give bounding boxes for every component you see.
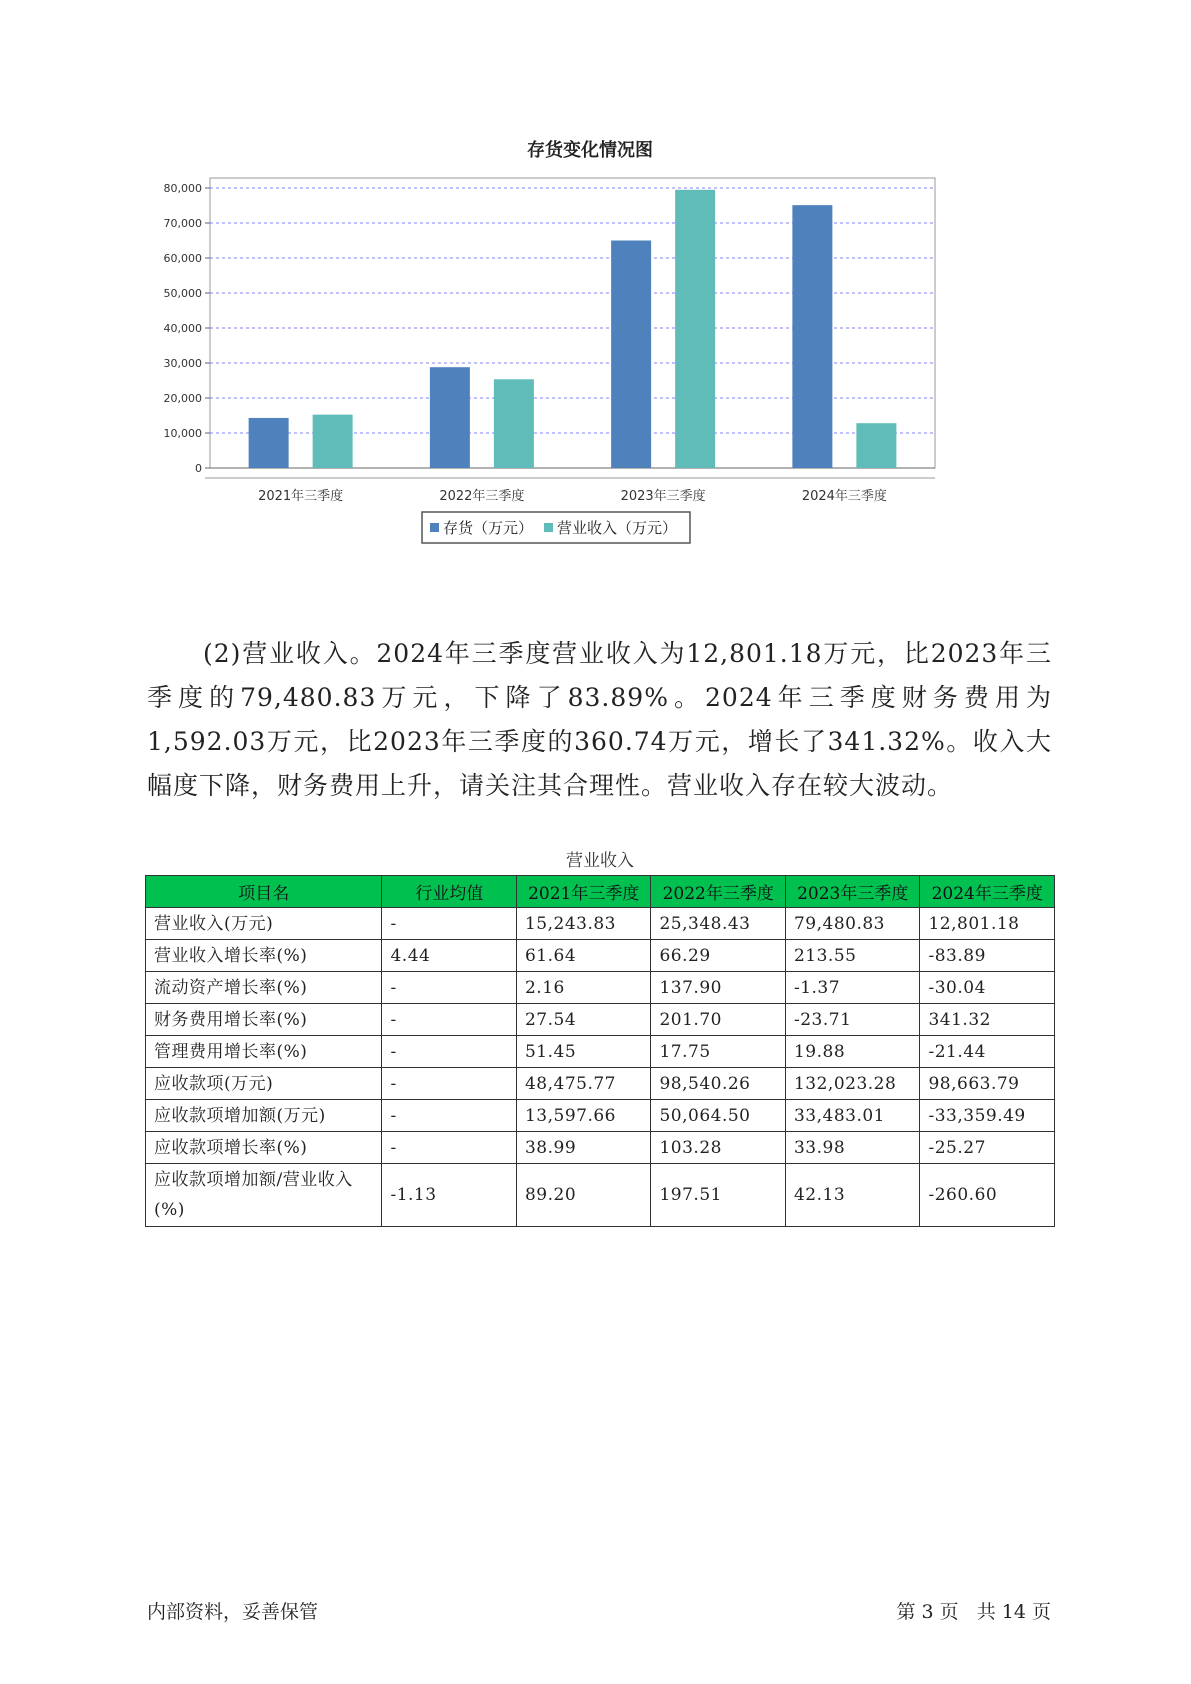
table-cell: - <box>382 1068 517 1100</box>
table-row-label: 应收款项(万元) <box>146 1068 382 1100</box>
table-cell: 341.32 <box>920 1004 1055 1036</box>
table-cell: -260.60 <box>920 1164 1055 1227</box>
body-paragraph: (2)营业收入。2024年三季度营业收入为12,801.18万元，比2023年三季度的79,480.83万元，下降了83.89%。2024年三季度财务费用为1,592.03万元，比2023年三季度的360.74万元，增长了341.32%。收入大幅度下降，财务费用上升，请关注其合理性。营业收入存在较大波动。 <box>147 639 1052 800</box>
revenue-table <box>145 875 1055 1227</box>
table-row <box>146 1004 1055 1036</box>
bar-series-1 <box>249 418 289 468</box>
table-row-label: 流动资产增长率(%) <box>146 972 382 1004</box>
y-tick-label: 10,000 <box>163 427 202 440</box>
table-cell: - <box>382 972 517 1004</box>
table-cell: 98,540.26 <box>651 1068 786 1100</box>
table-header-cell: 项目名 <box>146 876 382 908</box>
table-row-label: 应收款项增加额/营业收入(%) <box>146 1164 382 1227</box>
table-row <box>146 972 1055 1004</box>
table-row <box>146 1132 1055 1164</box>
y-tick-label: 80,000 <box>163 182 202 195</box>
table-cell: 38.99 <box>516 1132 651 1164</box>
footer-page-number: 第 3 页 共 14 页 <box>896 1601 1051 1623</box>
table-cell: 27.54 <box>516 1004 651 1036</box>
table-cell: -33,359.49 <box>920 1100 1055 1132</box>
table-header-cell: 2022年三季度 <box>651 876 786 908</box>
table-row-label: 营业收入增长率(%) <box>146 940 382 972</box>
table-cell: 98,663.79 <box>920 1068 1055 1100</box>
table-cell: 4.44 <box>382 940 517 972</box>
table-cell: -1.37 <box>785 972 920 1004</box>
bar-series-2 <box>494 379 534 468</box>
table-header-cell: 2023年三季度 <box>785 876 920 908</box>
y-tick-label: 30,000 <box>163 357 202 370</box>
y-tick-label: 40,000 <box>163 322 202 335</box>
bar-series-1 <box>611 241 651 469</box>
chart-categories <box>258 488 887 504</box>
table-cell: 33,483.01 <box>785 1100 920 1132</box>
table-cell: 132,023.28 <box>785 1068 920 1100</box>
y-tick-label: 70,000 <box>163 217 202 230</box>
table-header-cell: 2021年三季度 <box>516 876 651 908</box>
legend-swatch <box>430 523 439 532</box>
table-cell: - <box>382 908 517 940</box>
table-cell: 201.70 <box>651 1004 786 1036</box>
bar-series-2 <box>675 190 715 468</box>
x-category-label: 2023年三季度 <box>620 489 706 504</box>
legend-label: 营业收入（万元） <box>557 519 678 537</box>
x-category-label: 2024年三季度 <box>801 489 887 504</box>
table-cell: 17.75 <box>651 1036 786 1068</box>
table-cell: -1.13 <box>382 1164 517 1227</box>
table-cell: 51.45 <box>516 1036 651 1068</box>
table-row <box>146 1036 1055 1068</box>
table-cell: 25,348.43 <box>651 908 786 940</box>
table-row-label: 应收款项增长率(%) <box>146 1132 382 1164</box>
table-row-label: 财务费用增长率(%) <box>146 1004 382 1036</box>
table-body <box>146 908 1055 1227</box>
legend-label: 存货（万元） <box>443 519 534 537</box>
legend-swatch <box>544 523 553 532</box>
table-cell: 137.90 <box>651 972 786 1004</box>
table-row <box>146 908 1055 940</box>
table-row <box>146 940 1055 972</box>
table-cell: 48,475.77 <box>516 1068 651 1100</box>
table-row <box>146 1164 1055 1227</box>
bar-series-2 <box>856 423 896 468</box>
table-cell: - <box>382 1100 517 1132</box>
table-cell: 197.51 <box>651 1164 786 1227</box>
table-cell: 50,064.50 <box>651 1100 786 1132</box>
table-row-label: 应收款项增加额(万元) <box>146 1100 382 1132</box>
table-cell: 66.29 <box>651 940 786 972</box>
table-cell: 15,243.83 <box>516 908 651 940</box>
table-cell: -21.44 <box>920 1036 1055 1068</box>
y-tick-label: 50,000 <box>163 287 202 300</box>
table-cell: 33.98 <box>785 1132 920 1164</box>
inventory-chart <box>160 135 1030 595</box>
y-tick-label: 20,000 <box>163 392 202 405</box>
table-cell: -83.89 <box>920 940 1055 972</box>
table-cell: - <box>382 1132 517 1164</box>
table-cell: 13,597.66 <box>516 1100 651 1132</box>
table-cell: 89.20 <box>516 1164 651 1227</box>
x-category-label: 2021年三季度 <box>258 489 344 504</box>
table-header-row <box>146 876 1055 908</box>
bar-series-2 <box>313 415 353 468</box>
table-cell: 103.28 <box>651 1132 786 1164</box>
table-cell: -25.27 <box>920 1132 1055 1164</box>
table-row-label: 管理费用增长率(%) <box>146 1036 382 1068</box>
table-row <box>146 1068 1055 1100</box>
table-cell: 2.16 <box>516 972 651 1004</box>
table-row <box>146 1100 1055 1132</box>
table-cell: -30.04 <box>920 972 1055 1004</box>
table-cell: 213.55 <box>785 940 920 972</box>
x-category-label: 2022年三季度 <box>439 489 525 504</box>
table-cell: 12,801.18 <box>920 908 1055 940</box>
inventory-chart-svg <box>160 135 1030 595</box>
table-caption: 营业收入 <box>566 851 634 871</box>
table-header-cell: 2024年三季度 <box>920 876 1055 908</box>
table-cell: -23.71 <box>785 1004 920 1036</box>
table-cell: - <box>382 1036 517 1068</box>
bar-series-1 <box>792 205 832 468</box>
chart-title: 存货变化情况图 <box>527 140 653 161</box>
table-cell: 42.13 <box>785 1164 920 1227</box>
chart-legend <box>422 512 690 543</box>
y-tick-label: 0 <box>195 462 202 475</box>
table-row-label: 营业收入(万元) <box>146 908 382 940</box>
footer-confidential: 内部资料，妥善保管 <box>147 1601 319 1623</box>
bar-series-1 <box>430 367 470 468</box>
y-tick-label: 60,000 <box>163 252 202 265</box>
table-cell: 19.88 <box>785 1036 920 1068</box>
table-cell: 61.64 <box>516 940 651 972</box>
table-cell: - <box>382 1004 517 1036</box>
table-header-cell: 行业均值 <box>382 876 517 908</box>
table-cell: 79,480.83 <box>785 908 920 940</box>
